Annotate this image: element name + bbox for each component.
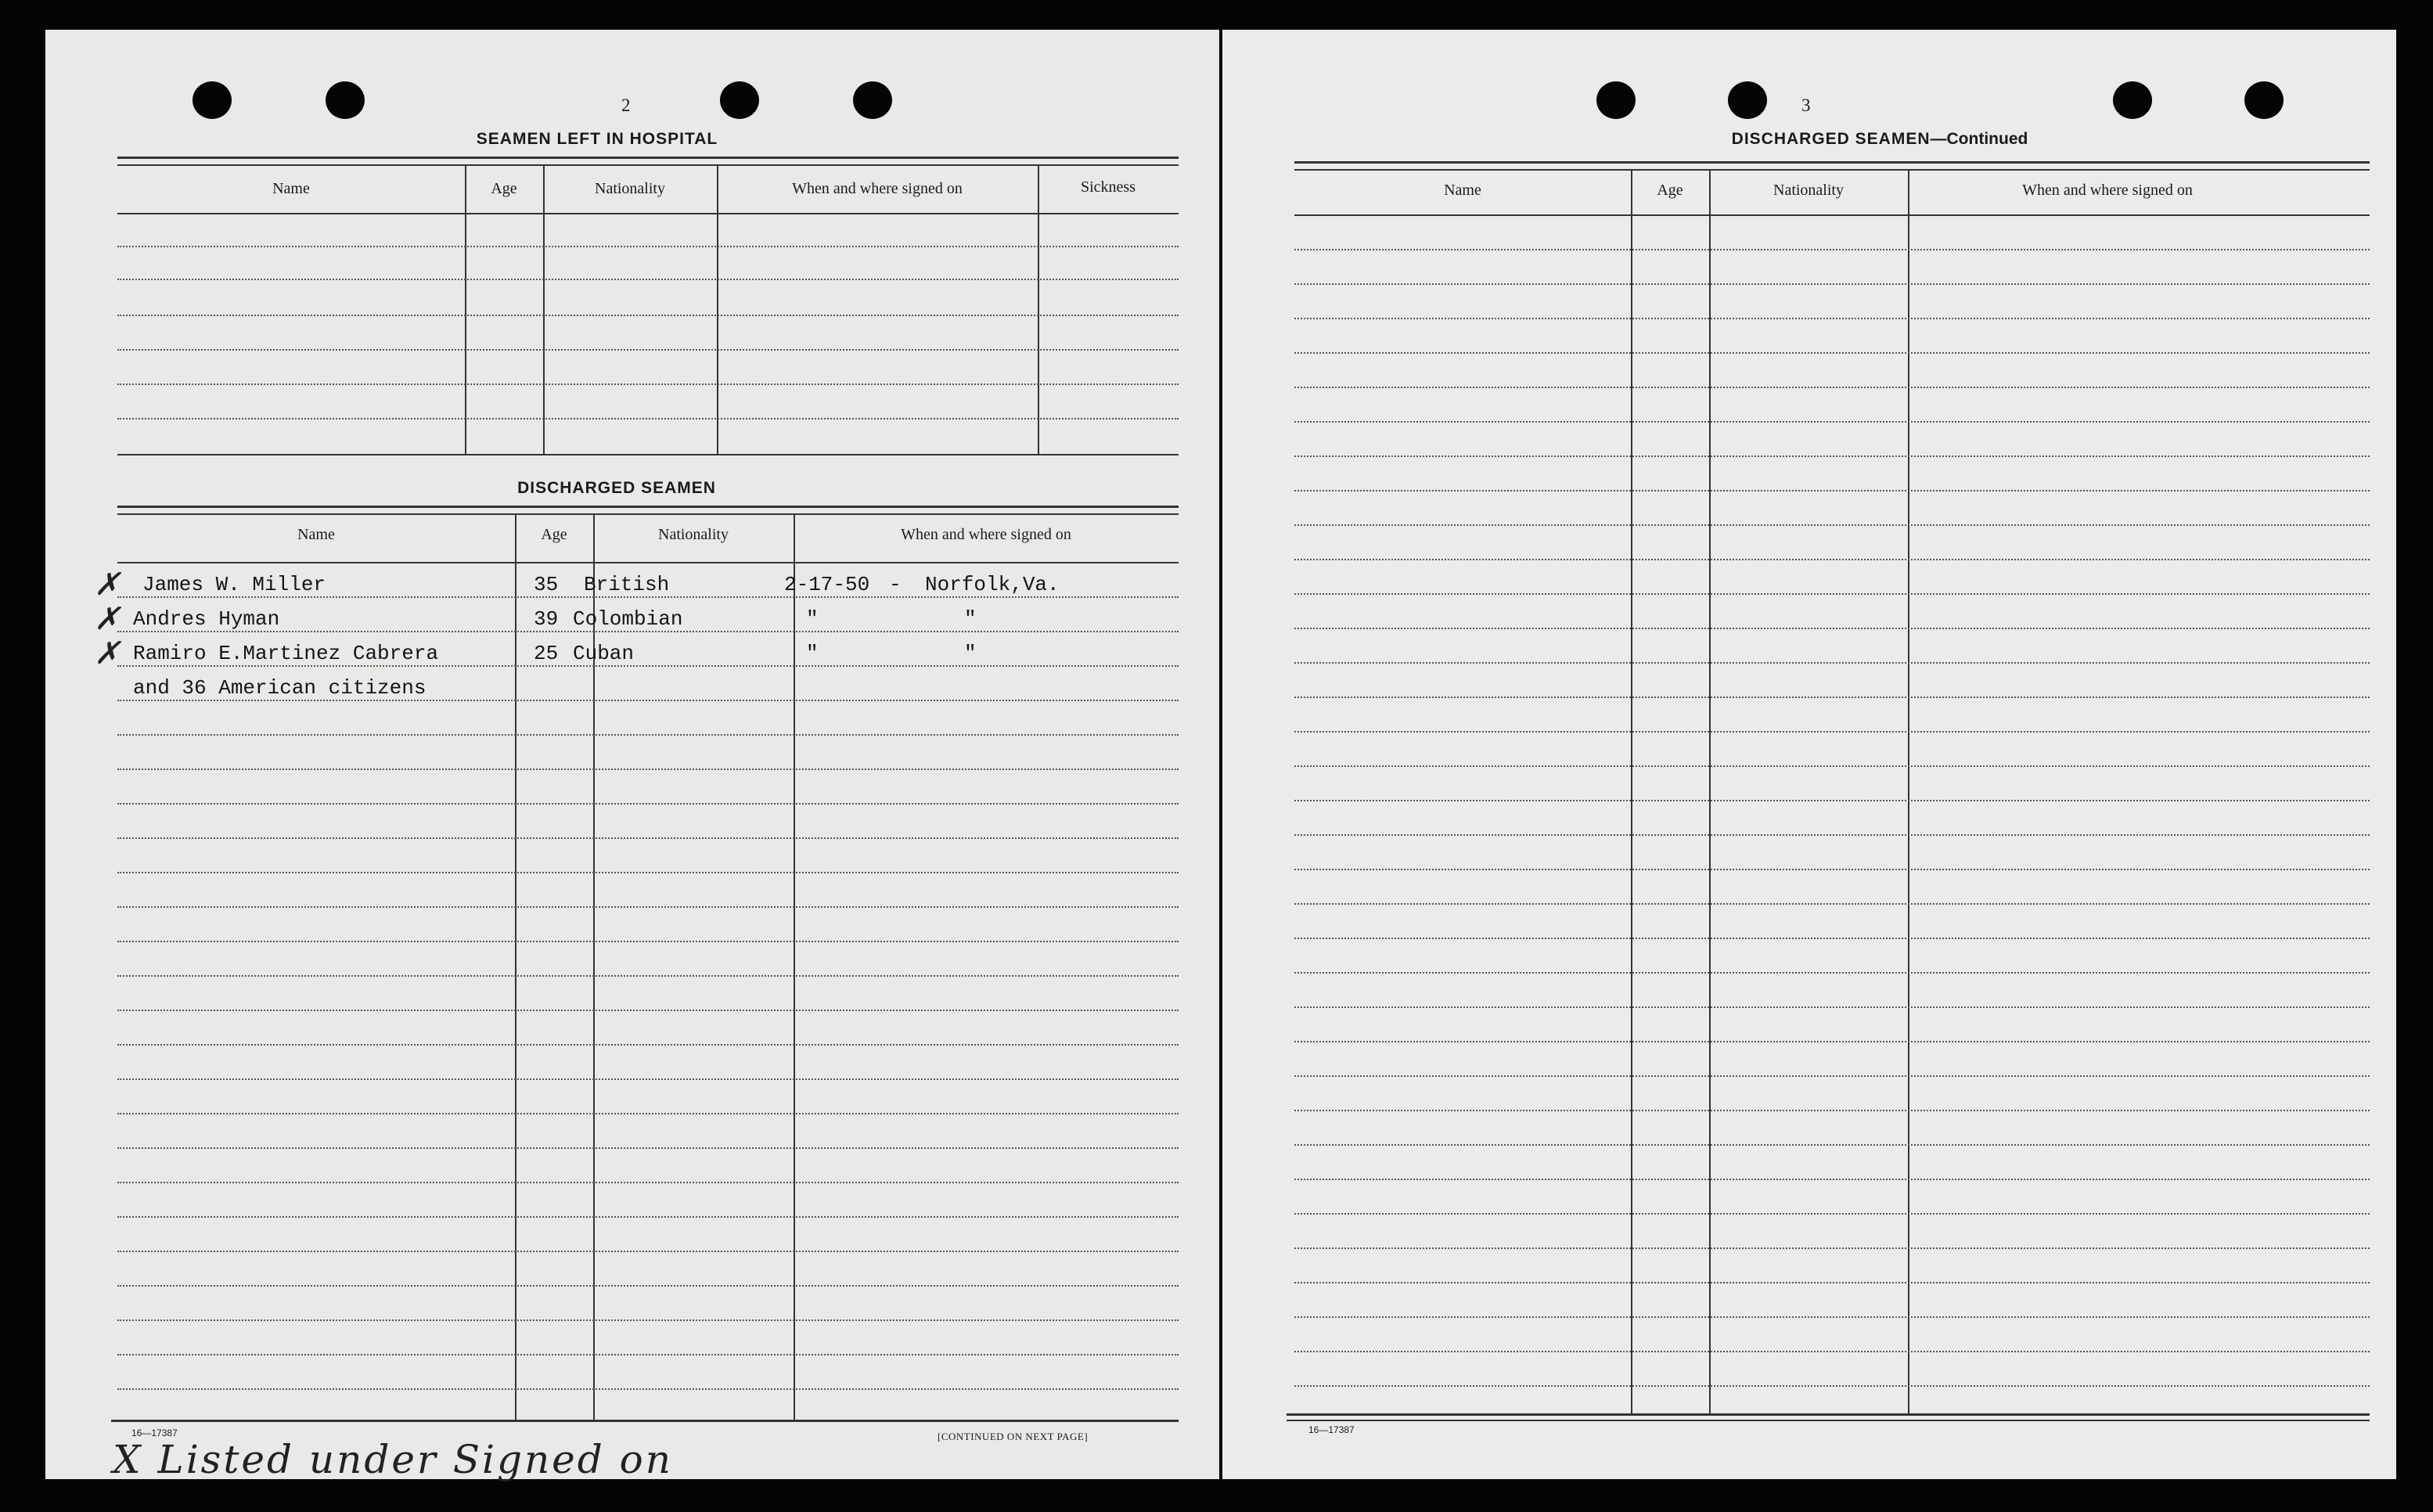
row-line bbox=[117, 1354, 1179, 1355]
row-line bbox=[1294, 1110, 2370, 1111]
row-line bbox=[1294, 249, 2370, 250]
form-number: 16—17387 bbox=[131, 1427, 178, 1438]
column-header: When and where signed on bbox=[901, 526, 1071, 543]
seaman-nationality: British bbox=[584, 573, 670, 596]
check-mark: ✗ bbox=[94, 567, 121, 603]
column-header: Nationality bbox=[658, 526, 729, 543]
column-divider bbox=[465, 164, 466, 454]
row-line bbox=[117, 1388, 1179, 1390]
punch-hole bbox=[1728, 81, 1767, 119]
row-line bbox=[117, 246, 1179, 247]
row-line bbox=[117, 1113, 1179, 1114]
row-line bbox=[117, 872, 1179, 873]
column-header: Name bbox=[272, 180, 310, 197]
row-line bbox=[117, 803, 1179, 805]
row-line bbox=[117, 315, 1179, 316]
row-line bbox=[117, 941, 1179, 942]
row-line bbox=[117, 1147, 1179, 1149]
column-header: When and where signed on bbox=[2022, 182, 2193, 199]
row-line bbox=[117, 383, 1179, 385]
hospital-section-title: SEAMEN LEFT IN HOSPITAL bbox=[476, 130, 718, 148]
table-rule bbox=[117, 157, 1179, 159]
row-line bbox=[1294, 318, 2370, 319]
table-rule bbox=[1287, 1413, 2370, 1416]
row-line bbox=[117, 1285, 1179, 1287]
section-title-suffix: —Continued bbox=[1930, 130, 2028, 148]
handwritten-note: X Listed under Signed on bbox=[113, 1437, 673, 1482]
row-line bbox=[1294, 1351, 2370, 1352]
table-rule bbox=[117, 213, 1179, 214]
row-line bbox=[1294, 1041, 2370, 1042]
row-line bbox=[117, 631, 1179, 632]
table-rule bbox=[1294, 169, 2370, 171]
column-divider bbox=[1038, 164, 1039, 454]
row-line bbox=[1294, 1385, 2370, 1387]
row-line bbox=[117, 975, 1179, 977]
seaman-age: 39 bbox=[534, 607, 559, 631]
punch-hole bbox=[853, 81, 892, 119]
table-rule bbox=[111, 1420, 1179, 1422]
row-line bbox=[117, 700, 1179, 701]
check-mark: ✗ bbox=[94, 635, 121, 671]
table-rule bbox=[1294, 214, 2370, 216]
left-page bbox=[45, 30, 1219, 1482]
row-line bbox=[117, 279, 1179, 280]
column-divider bbox=[717, 164, 718, 454]
column-divider bbox=[543, 164, 545, 454]
row-line bbox=[1294, 903, 2370, 905]
table-rule bbox=[117, 164, 1179, 166]
row-line bbox=[1294, 1213, 2370, 1215]
row-line bbox=[117, 837, 1179, 839]
continued-note: [CONTINUED ON NEXT PAGE] bbox=[938, 1431, 1089, 1442]
row-line bbox=[117, 1216, 1179, 1218]
discharged-section-title: DISCHARGED SEAMEN bbox=[517, 479, 716, 497]
row-line bbox=[1294, 421, 2370, 423]
page-number: 2 bbox=[621, 95, 631, 115]
row-line bbox=[1294, 662, 2370, 664]
column-header: Name bbox=[1444, 182, 1481, 199]
row-line bbox=[117, 769, 1179, 770]
row-line bbox=[1294, 800, 2370, 801]
punch-hole bbox=[326, 81, 365, 119]
row-line bbox=[1294, 1179, 2370, 1180]
row-line bbox=[117, 1182, 1179, 1183]
row-line bbox=[1294, 765, 2370, 767]
row-line bbox=[1294, 524, 2370, 526]
signed-on-place: " bbox=[964, 607, 977, 631]
row-line bbox=[1294, 731, 2370, 733]
row-line bbox=[117, 1078, 1179, 1080]
row-line bbox=[117, 349, 1179, 351]
row-line bbox=[117, 1044, 1179, 1046]
row-line bbox=[1294, 1282, 2370, 1283]
column-divider bbox=[1908, 169, 1909, 1413]
signed-on-date: 2-17-50 bbox=[784, 573, 870, 596]
row-line bbox=[117, 1010, 1179, 1011]
seaman-age: 35 bbox=[534, 573, 559, 596]
row-line bbox=[117, 1251, 1179, 1252]
seaman-name: and 36 American citizens bbox=[133, 676, 426, 700]
row-line bbox=[117, 596, 1179, 598]
row-line bbox=[1294, 972, 2370, 974]
signed-on-date: " bbox=[806, 607, 819, 631]
row-line bbox=[1294, 455, 2370, 457]
punch-hole bbox=[720, 81, 759, 119]
row-line bbox=[1294, 1006, 2370, 1008]
section-title-main: DISCHARGED SEAMEN bbox=[1731, 130, 1931, 148]
column-header: Nationality bbox=[1773, 182, 1844, 199]
column-header: Nationality bbox=[595, 180, 665, 197]
table-rule bbox=[117, 562, 1179, 563]
punch-hole bbox=[1596, 81, 1636, 119]
table-rule bbox=[117, 513, 1179, 515]
seaman-nationality: Cuban bbox=[573, 642, 635, 665]
seaman-nationality: Colombian bbox=[573, 607, 683, 631]
row-line bbox=[1294, 1144, 2370, 1146]
row-line bbox=[1294, 490, 2370, 491]
row-line bbox=[1294, 352, 2370, 354]
row-line bbox=[1294, 387, 2370, 388]
column-divider bbox=[1631, 169, 1632, 1413]
row-line bbox=[117, 734, 1179, 736]
row-line bbox=[117, 1319, 1179, 1321]
table-rule bbox=[1287, 1420, 2370, 1421]
page-number: 3 bbox=[1801, 95, 1811, 115]
column-divider bbox=[1709, 169, 1711, 1413]
column-divider bbox=[794, 513, 795, 1420]
signed-on-place: " bbox=[964, 642, 977, 665]
row-line bbox=[1294, 593, 2370, 595]
row-line bbox=[1294, 697, 2370, 698]
check-mark: ✗ bbox=[94, 601, 121, 637]
table-rule bbox=[117, 454, 1179, 455]
row-line bbox=[1294, 1316, 2370, 1318]
punch-hole bbox=[193, 81, 232, 119]
row-line bbox=[1294, 628, 2370, 629]
seaman-name: James W. Miller bbox=[142, 573, 326, 596]
signed-on-separator: - bbox=[889, 573, 902, 596]
seaman-name: Ramiro E.Martinez Cabrera bbox=[133, 642, 439, 665]
row-line bbox=[1294, 1247, 2370, 1249]
column-header: When and where signed on bbox=[792, 180, 963, 197]
table-rule bbox=[1294, 161, 2370, 164]
row-line bbox=[1294, 1075, 2370, 1077]
row-line bbox=[1294, 834, 2370, 836]
row-line bbox=[1294, 938, 2370, 939]
right-page bbox=[1222, 30, 2396, 1479]
row-line bbox=[1294, 283, 2370, 285]
punch-hole bbox=[2113, 81, 2152, 119]
column-header: Name bbox=[297, 526, 335, 543]
row-line bbox=[117, 418, 1179, 419]
seaman-name: Andres Hyman bbox=[133, 607, 280, 631]
table-rule bbox=[117, 506, 1179, 508]
row-line bbox=[1294, 869, 2370, 870]
discharged-continued-title bbox=[1551, 130, 2208, 149]
column-header: Age bbox=[491, 180, 517, 197]
form-number: 16—17387 bbox=[1308, 1424, 1355, 1435]
row-line bbox=[117, 906, 1179, 908]
column-header: Sickness bbox=[1081, 178, 1136, 196]
signed-on-date: " bbox=[806, 642, 819, 665]
seaman-age: 25 bbox=[534, 642, 559, 665]
column-divider bbox=[515, 513, 516, 1420]
column-header: Age bbox=[541, 526, 567, 543]
row-line bbox=[117, 665, 1179, 667]
row-line bbox=[1294, 559, 2370, 560]
signed-on-place: Norfolk,Va. bbox=[925, 573, 1060, 596]
column-header: Age bbox=[1657, 182, 1683, 199]
punch-hole bbox=[2244, 81, 2284, 119]
